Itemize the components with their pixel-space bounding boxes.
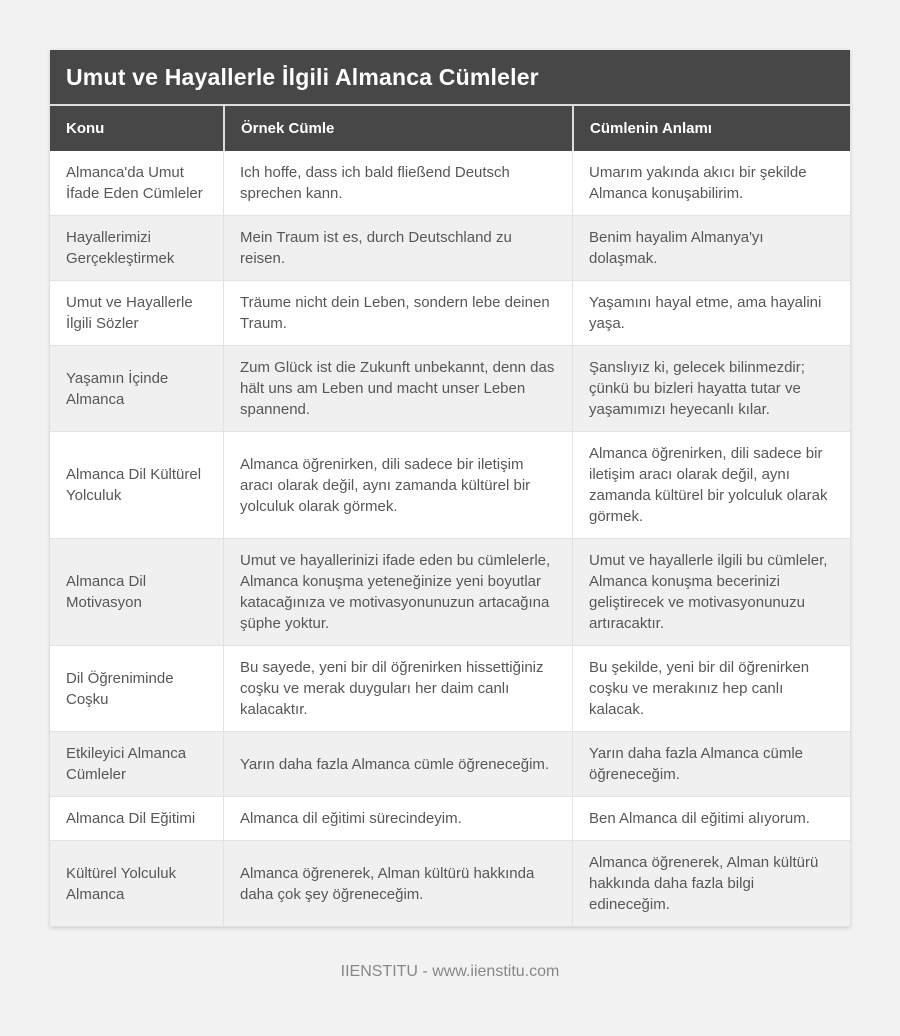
cell-anlam: Yaşamını hayal etme, ama hayalini yaşa. bbox=[572, 280, 850, 345]
cell-konu: Umut ve Hayallerle İlgili Sözler bbox=[50, 280, 223, 345]
column-header-konu: Konu bbox=[50, 104, 223, 151]
cell-ornek: Almanca öğrenirken, dili sadece bir iletişim aracı olarak değil, aynı zamanda kültürel bir yolculuk olarak görmek. bbox=[223, 431, 572, 538]
table-row bbox=[50, 151, 850, 215]
cell-ornek: Ich hoffe, dass ich bald fließend Deutsch sprechen kann. bbox=[223, 151, 572, 215]
cell-ornek: Umut ve hayallerinizi ifade eden bu cümlelerle, Almanca konuşma yeteneğinize yeni boyutlar katacağınıza ve motivasyonunuzun artacağına şüphe yoktur. bbox=[223, 538, 572, 645]
table-body bbox=[50, 151, 850, 926]
cell-konu: Yaşamın İçinde Almanca bbox=[50, 345, 223, 431]
cell-anlam: Almanca öğrenirken, dili sadece bir iletişim aracı olarak değil, aynı zamanda kültürel bir yolculuk olarak görmek. bbox=[572, 431, 850, 538]
column-header-cumlenin-anlami: Cümlenin Anlamı bbox=[572, 104, 850, 151]
table-row bbox=[50, 345, 850, 431]
cell-ornek: Yarın daha fazla Almanca cümle öğreneceğim. bbox=[223, 731, 572, 796]
cell-ornek: Bu sayede, yeni bir dil öğrenirken hissettiğiniz coşku ve merak duyguları her daim canlı kalacaktır. bbox=[223, 645, 572, 731]
header-row bbox=[50, 104, 850, 151]
table-header bbox=[50, 104, 850, 151]
cell-konu: Almanca Dil Motivasyon bbox=[50, 538, 223, 645]
column-header-ornek-cumle: Örnek Cümle bbox=[223, 104, 572, 151]
cell-anlam: Bu şekilde, yeni bir dil öğrenirken coşku ve merakınız hep canlı kalacak. bbox=[572, 645, 850, 731]
cell-anlam: Umut ve hayallerle ilgili bu cümleler, Almanca konuşma becerinizi geliştirecek ve motivasyonunuzu artıracaktır. bbox=[572, 538, 850, 645]
cell-anlam: Almanca öğrenerek, Alman kültürü hakkında daha fazla bilgi edineceğim. bbox=[572, 840, 850, 926]
table-row bbox=[50, 280, 850, 345]
sentences-table-card bbox=[50, 50, 850, 927]
cell-anlam: Ben Almanca dil eğitimi alıyorum. bbox=[572, 796, 850, 840]
page-title: Umut ve Hayallerle İlgili Almanca Cümleler bbox=[50, 50, 850, 104]
cell-ornek: Träume nicht dein Leben, sondern lebe deinen Traum. bbox=[223, 280, 572, 345]
cell-ornek: Almanca dil eğitimi sürecindeyim. bbox=[223, 796, 572, 840]
table-row bbox=[50, 840, 850, 926]
sentences-table bbox=[50, 104, 850, 926]
cell-anlam: Umarım yakında akıcı bir şekilde Almanca konuşabilirim. bbox=[572, 151, 850, 215]
footer-text: IIENSTITU - www.iienstitu.com bbox=[340, 963, 560, 980]
table-row bbox=[50, 645, 850, 731]
cell-konu: Etkileyici Almanca Cümleler bbox=[50, 731, 223, 796]
table-row bbox=[50, 731, 850, 796]
table-row bbox=[50, 796, 850, 840]
cell-ornek: Mein Traum ist es, durch Deutschland zu reisen. bbox=[223, 215, 572, 280]
table-row bbox=[50, 538, 850, 645]
cell-anlam: Benim hayalim Almanya'yı dolaşmak. bbox=[572, 215, 850, 280]
cell-konu: Dil Öğreniminde Coşku bbox=[50, 645, 223, 731]
cell-konu: Kültürel Yolculuk Almanca bbox=[50, 840, 223, 926]
table-row bbox=[50, 431, 850, 538]
cell-konu: Almanca'da Umut İfade Eden Cümleler bbox=[50, 151, 223, 215]
cell-anlam: Şanslıyız ki, gelecek bilinmezdir; çünkü bu bizleri hayatta tutar ve yaşamımızı heyecanlı kılar. bbox=[572, 345, 850, 431]
cell-konu: Almanca Dil Eğitimi bbox=[50, 796, 223, 840]
table-row bbox=[50, 215, 850, 280]
cell-konu: Hayallerimizi Gerçekleştirmek bbox=[50, 215, 223, 280]
cell-anlam: Yarın daha fazla Almanca cümle öğreneceğim. bbox=[572, 731, 850, 796]
cell-ornek: Zum Glück ist die Zukunft unbekannt, denn das hält uns am Leben und macht unser Leben spannend. bbox=[223, 345, 572, 431]
cell-ornek: Almanca öğrenerek, Alman kültürü hakkında daha çok şey öğreneceğim. bbox=[223, 840, 572, 926]
cell-konu: Almanca Dil Kültürel Yolculuk bbox=[50, 431, 223, 538]
